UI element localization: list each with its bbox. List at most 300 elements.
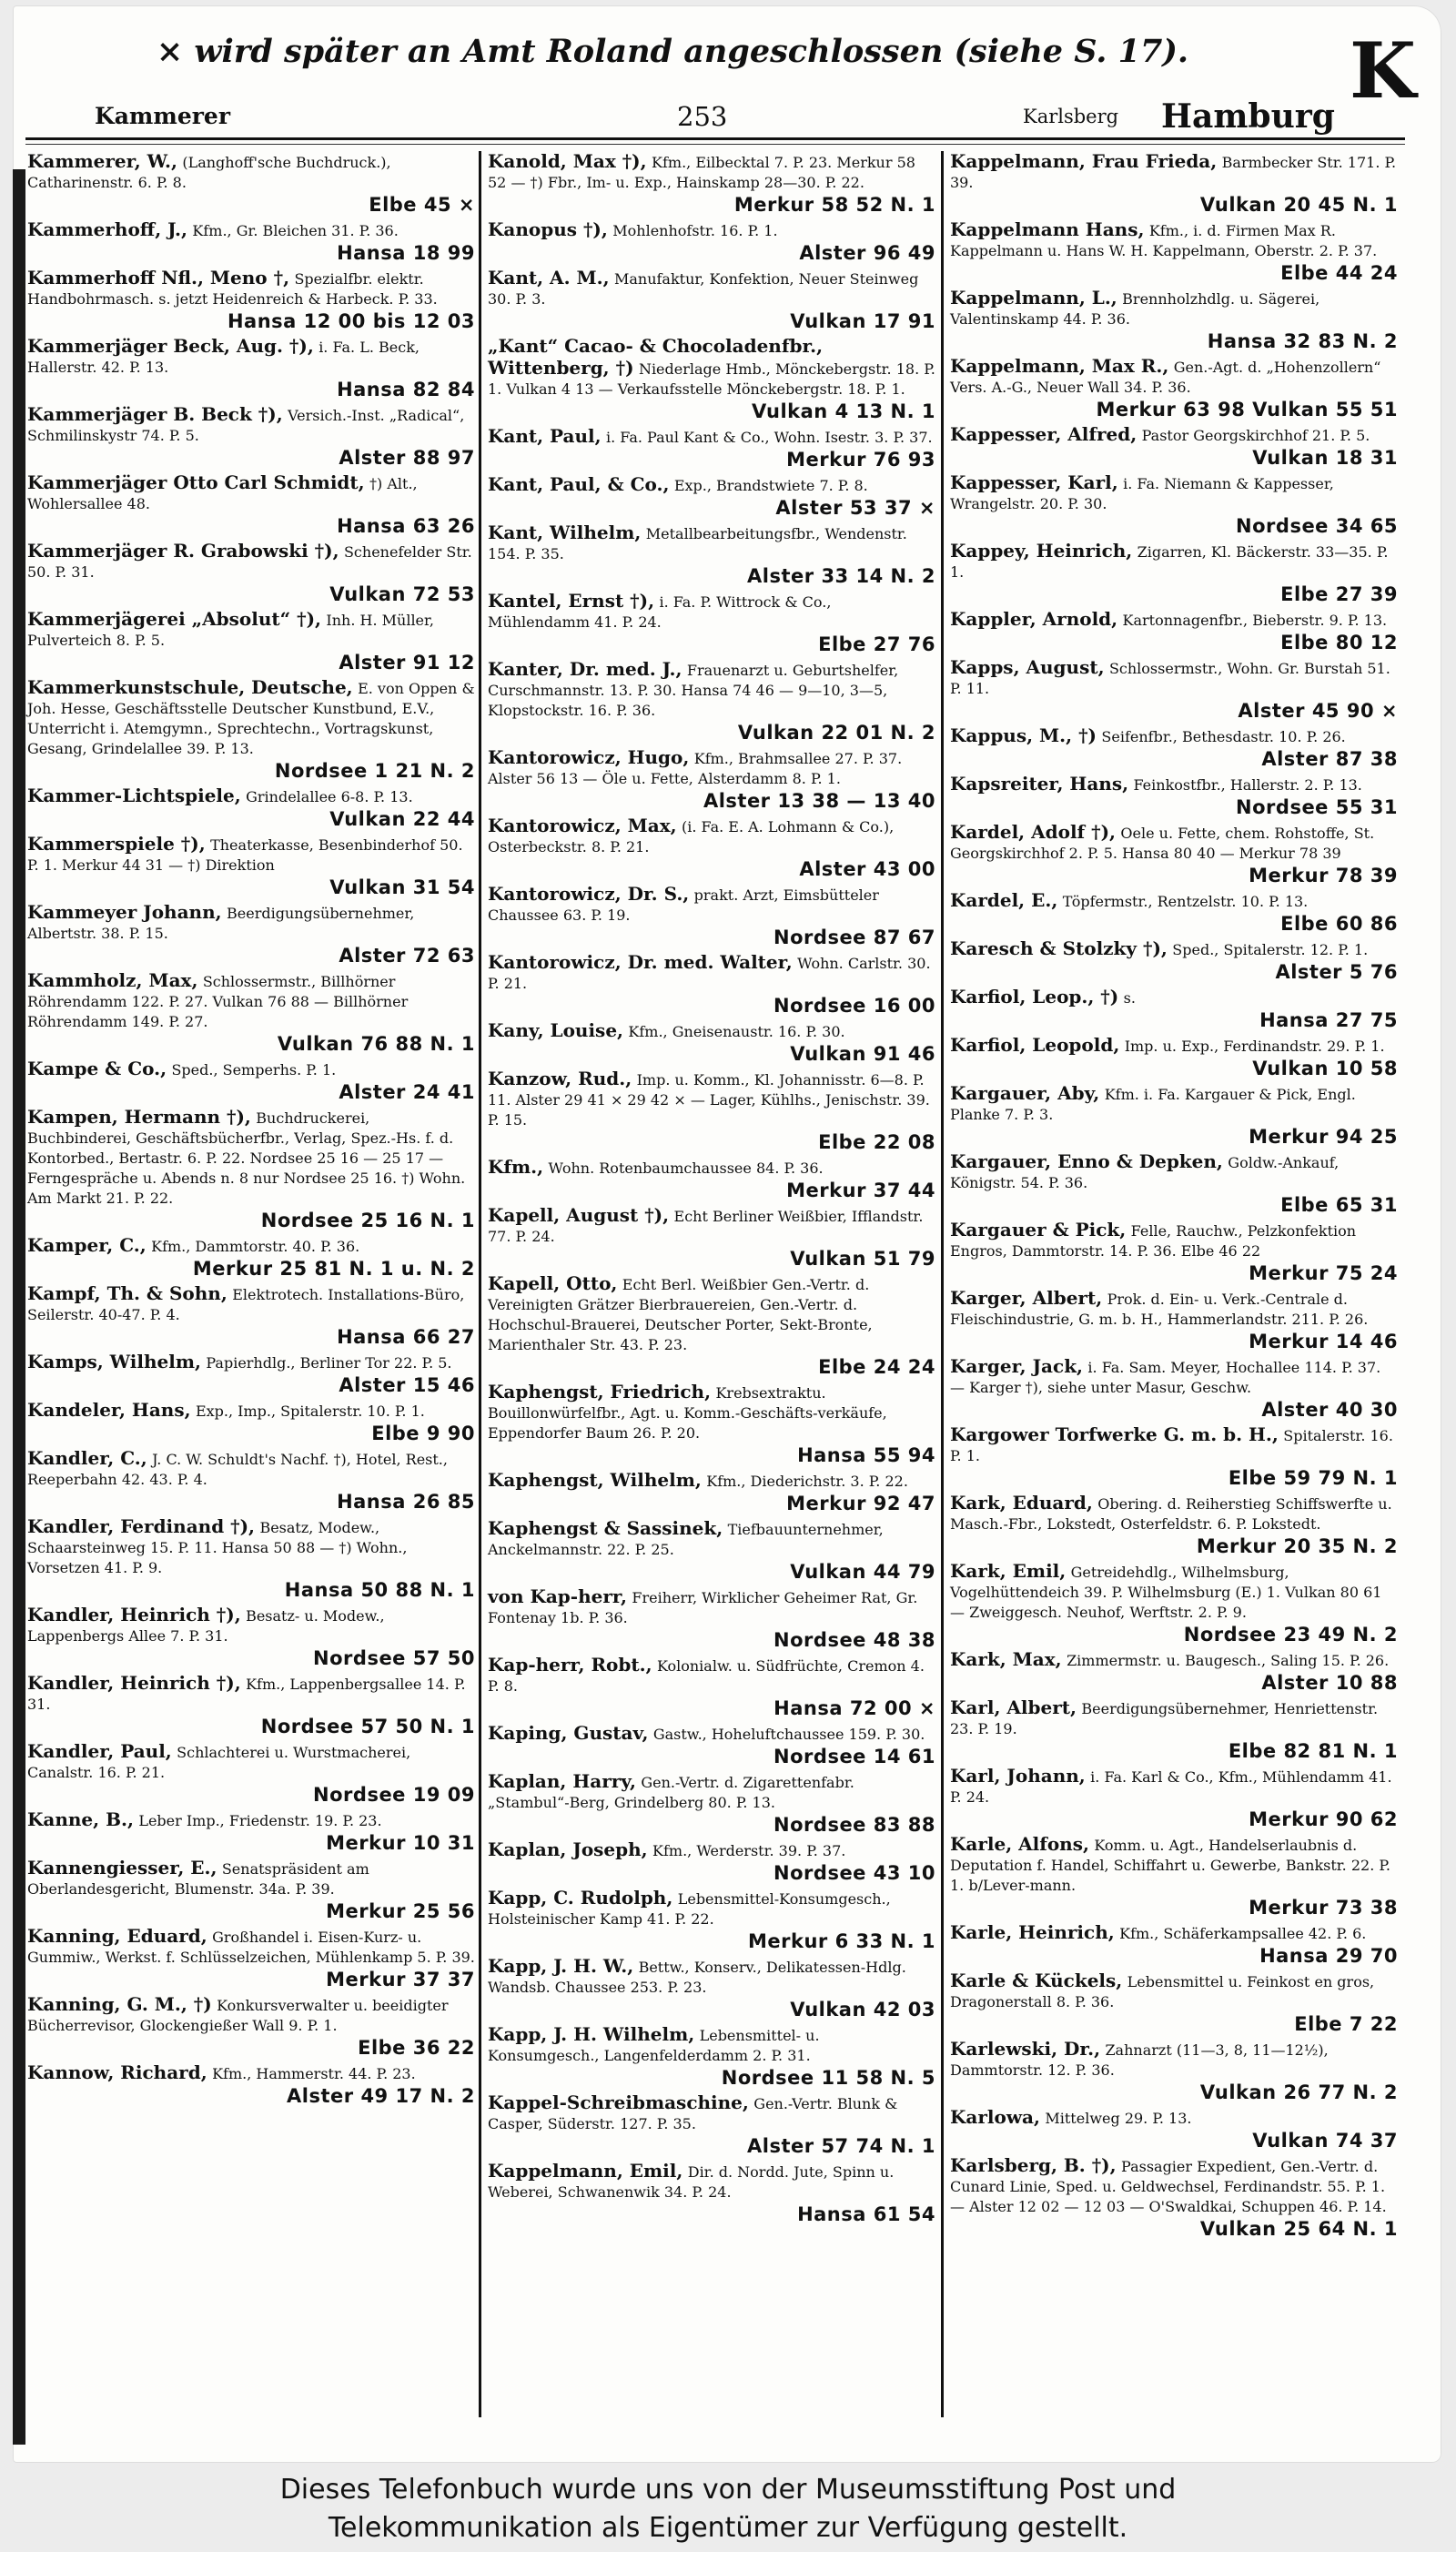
entry-phone: Elbe 65 31 [1280,1194,1398,1216]
entry-name: Kammerhoff, J., [27,218,187,240]
entry-details: i. Fa. L. Beck, Hallerstr. 42. P. 13. [27,339,420,376]
entry-phone: Vulkan 72 53 [329,583,475,605]
entry-phone: Vulkan 74 37 [1252,2130,1398,2152]
entry-details: †) Alt., Wohlersallee 48. [27,475,418,512]
entry-details: Konkursverwalter u. beeidigter Bücherrevisor, Glockengießer Wall 9. P. 1. [27,1997,449,2034]
directory-entry [27,404,475,470]
entry-phone: Elbe 59 79 N. 1 [1228,1467,1398,1489]
column-separator [941,151,944,2417]
entry-details: Mohlenhofstr. 16. P. 1. [612,222,778,239]
entry-details: Wohn. Rotenbaumchaussee 84. P. 36. [548,1160,824,1177]
entry-details: Wohn. Carlstr. 30. P. 21. [488,955,931,992]
entry-details: Kfm., i. d. Firmen Max R. Kappelmann u. Hans W. H. Kappelmann, Oberstr. 2. P. 37. [950,222,1378,259]
entry-details: Metallbearbeitungsfbr., Wendenstr. 154. P. 35. [488,525,907,562]
entry-details: Exp., Brandstwiete 7. P. 8. [673,477,868,494]
directory-entry [950,774,1398,819]
entry-details: Gen.-Agt. d. „Hohenzollern“ Vers. A.-G., Neuer Wall 34. P. 36. [950,359,1381,396]
header-first-entry: Kammerer [95,103,230,129]
directory-entry [950,1151,1398,1217]
directory-entry [950,890,1398,936]
entry-phone: Nordsee 55 31 [1236,796,1398,818]
entry-name: Kammerjäger Beck, Aug. †), [27,335,314,357]
entry-details: Lebensmittel u. Feinkost en gros, Dragonerstall 8. P. 36. [950,1973,1375,2010]
page-notice: × wird später an Amt Roland angeschlossen (siehe S. 17). [156,33,1189,70]
entry-name: Kamps, Wilhelm, [27,1351,201,1372]
entry-name: Kark, Max, [950,1648,1062,1670]
entry-phone: Elbe 24 24 [818,1356,935,1378]
entry-details: Passagier Expedient, Gen.-Vertr. d. Cunard Linie, Sped. u. Geldwechsel, Ferdinandstr. 55. P. 1. — Alster 12 02 — 12 03 — O'Swaldkai, Schuppen 46. P. 14. [950,2158,1387,2215]
entry-name: Kandeler, Hans, [27,1399,191,1421]
directory-entry [950,987,1398,1032]
entry-phone: Hansa 27 75 [1259,1009,1398,1031]
entry-details: Schlossermstr., Billhörner Röhrendamm 122. P. 27. Vulkan 76 88 — Billhörner Röhrendamm 149. P. 27. [27,973,409,1030]
entry-name: Kargauer & Pick, [950,1219,1127,1241]
entry-phone: Merkur 90 62 [1249,1808,1398,1830]
entry-phone: Elbe 27 76 [818,633,935,655]
entry-name: Kamper, C., [27,1234,147,1256]
entry-name: Karle, Heinrich, [950,1921,1115,1943]
directory-entry [488,2024,935,2090]
footer-credit [0,2471,1456,2547]
entry-phone: Hansa 63 26 [337,515,475,537]
entry-phone: Hansa 50 88 N. 1 [284,1579,475,1601]
entry-details: Gen.-Vertr. Blunk & Casper, Süderstr. 127. P. 35. [488,2095,898,2132]
directory-entry [488,151,935,217]
entry-phone: Vulkan 10 58 [1252,1058,1398,1079]
directory-entry [488,474,935,520]
entry-phone: Nordsee 57 50 [313,1647,475,1669]
entry-phone: Hansa 12 00 bis 12 03 [227,310,475,332]
entry-phone: Vulkan 76 88 N. 1 [277,1033,475,1055]
entry-phone: Merkur 37 37 [326,1969,475,1990]
entry-details: Kfm., Hammerstr. 44. P. 23. [212,2065,416,2082]
entry-details: Kfm., Dammtorstr. 40. P. 36. [151,1238,360,1255]
directory-entry [27,609,475,674]
header-rule-thin [25,144,1405,145]
entry-phone: Vulkan 31 54 [329,876,475,898]
directory-entry [950,938,1398,984]
entry-details: Schenefelder Str. 50. P. 31. [27,543,472,581]
entry-phone: Alster 43 00 [799,858,935,880]
directory-entry [950,1697,1398,1763]
entry-phone: Vulkan 26 77 N. 2 [1199,2081,1398,2103]
directory-entry [950,657,1398,723]
directory-entry [27,219,475,265]
entry-details: Kfm., Gr. Bleichen 31. P. 36. [192,222,399,239]
entry-name: Kapell, August †), [488,1204,670,1226]
entry-name: Kandler, Ferdinand †), [27,1515,256,1537]
entry-details: Versich.-Inst. „Radical“, Schmilinskystr 74. P. 5. [27,407,465,444]
entry-name: Karle & Kückels, [950,1970,1123,1991]
entry-phone: Nordsee 48 38 [774,1629,935,1651]
entry-details: Barmbecker Str. 171. P. 39. [950,154,1397,191]
entry-phone: Nordsee 19 09 [313,1784,475,1806]
directory-entry [27,1994,475,2060]
entry-phone: Merkur 76 93 [786,449,935,471]
directory-entry [488,1157,935,1202]
entry-details: Besatz, Modew., Schaarsteinweg 15. P. 11. Hansa 50 88 — †) Wohn., Vorsetzen 41. P. 9. [27,1519,408,1576]
entry-phone: Alster 96 49 [799,242,935,264]
entry-phone: Nordsee 16 00 [774,995,935,1017]
entry-name: Kappus, M., †) [950,724,1097,746]
directory-entry [950,541,1398,606]
directory-entry [488,1518,935,1584]
entry-name: Kapp, C. Rudolph, [488,1887,673,1909]
entry-phone: Alster 40 30 [1261,1399,1398,1421]
entry-details: Großhandel i. Eisen-Kurz- u. Gummiw., Werkst. f. Schlüsselzeichen, Mühlenkamp 5. P. 39. [27,1929,475,1966]
entry-phone: Alster 10 88 [1261,1672,1398,1694]
entry-name: Kammerjäger B. Beck †), [27,403,283,425]
entry-name: Kany, Louise, [488,1019,624,1041]
entry-details: Elektrotech. Installations-Büro, Seilerstr. 40-47. P. 4. [27,1286,465,1323]
entry-phone: Elbe 45 × [369,194,475,216]
column-separator [479,151,481,2417]
entry-details: Feinkostfbr., Hallerstr. 2. P. 13. [1133,776,1362,794]
entry-details: Oele u. Fette, chem. Rohstoffe, St. Georgskirchhof 2. P. 5. Hansa 80 40 — Merkur 78 39 [950,825,1375,862]
directory-entry [27,541,475,606]
entry-details: Gastw., Hoheluftchaussee 159. P. 30. [652,1726,925,1743]
entry-phone: Alster 33 14 N. 2 [747,565,935,587]
directory-entry [488,591,935,656]
entry-details: Senatspräsident am Oberlandesgericht, Blumenstr. 34a. P. 39. [27,1860,369,1898]
entry-phone: Alster 49 17 N. 2 [287,2085,475,2107]
entry-name: Kant, Paul, & Co., [488,473,670,495]
entry-name: Kapp, J. H. Wilhelm, [488,2023,695,2045]
entry-phone: Elbe 22 08 [818,1131,935,1153]
entry-phone: Elbe 7 22 [1294,2013,1398,2035]
entry-name: Kappelmann, Max R., [950,355,1169,377]
entry-name: Kandler, Paul, [27,1740,172,1762]
page-number: 253 [677,101,728,132]
entry-phone: Merkur 10 31 [326,1832,475,1854]
directory-entry [950,1561,1398,1646]
directory-entry [950,1766,1398,1831]
entry-details: Brennholzhdlg. u. Sägerei, Valentinskamp 44. P. 36. [950,290,1320,328]
entry-name: Kammerjäger Otto Carl Schmidt, [27,471,365,493]
entry-details: Theaterkasse, Besenbinderhof 50. P. 1. Merkur 44 31 — †) Direktion [27,836,463,874]
directory-entry [27,336,475,401]
entry-phone: Merkur 6 33 N. 1 [747,1930,935,1952]
entry-phone: Vulkan 25 64 N. 1 [1199,2218,1398,2240]
entry-phone: Alster 88 97 [339,447,475,469]
entry-details: Kfm., Schäferkampsallee 42. P. 6. [1119,1925,1367,1942]
entry-name: Karl, Johann, [950,1765,1086,1787]
entry-details: Kfm., Lappenbergsallee 14. P. 31. [27,1676,466,1713]
entry-name: Kaphengst, Friedrich, [488,1381,712,1403]
entry-phone: Alster 87 38 [1261,748,1398,770]
entry-name: Karlsberg, B. †), [950,2154,1117,2176]
header-city: Hamburg [1161,97,1335,136]
entry-phone: Merkur 37 44 [786,1180,935,1201]
directory-entry [488,1655,935,1720]
entry-details: Komm. u. Agt., Handelserlaubnis d. Deputation f. Handel, Schiffahrt u. Gewerbe, Bankstr. 22. P. 1. b/Lever-mann. [950,1837,1390,1894]
entry-details: Zimmermstr. u. Baugesch., Saling 15. P. 26. [1067,1652,1390,1669]
entry-name: Kampf, Th. & Sohn, [27,1282,228,1304]
entry-phone: Nordsee 34 65 [1236,515,1398,537]
entry-details: Kolonialw. u. Südfrüchte, Cremon 4. P. 8. [488,1657,925,1695]
entry-details: Zigarren, Kl. Bäckerstr. 33—35. P. 1. [950,543,1389,581]
entry-name: Kanzow, Rud., [488,1068,632,1089]
entry-details: Imp. u. Komm., Kl. Johannisstr. 6—8. P. 11. Alster 29 41 × 29 42 × — Lager, Kühlhs., Jenischstr. 39. P. 15. [488,1071,930,1129]
entry-name: Kampen, Hermann †), [27,1106,251,1128]
entry-phone: Elbe 80 12 [1280,632,1398,653]
entry-details: Leber Imp., Friedenstr. 19. P. 23. [138,1812,382,1829]
entry-details: Bettw., Konserv., Delikatessen-Hdlg. Wandsb. Chaussee 253. P. 23. [488,1959,906,1996]
entry-details: Seifenfbr., Bethesdastr. 10. P. 26. [1101,728,1346,745]
entry-phone: Hansa 55 94 [797,1444,935,1466]
entry-details: (Langhoff'sche Buchdruck.), Catharinenstr. 6. P. 8. [27,154,391,191]
entry-phone: Merkur 92 47 [786,1493,935,1514]
entry-phone: Nordsee 57 50 N. 1 [260,1716,475,1737]
entry-details: Mittelweg 29. P. 13. [1045,2110,1192,2127]
entry-name: Kappelmann, Emil, [488,2160,683,2182]
entry-name: Kappelmann Hans, [950,218,1145,240]
directory-entry [950,424,1398,470]
directory-entry [950,2155,1398,2241]
entry-name: Kantorowicz, Dr. S., [488,883,690,905]
entry-name: Kappler, Arnold, [950,608,1118,630]
entry-details: Felle, Rauchw., Pelzkonfektion Engros, Dammtorstr. 14. P. 36. Elbe 46 22 [950,1222,1357,1260]
directory-entry [950,1424,1398,1490]
entry-name: Kandler, Heinrich †), [27,1604,241,1625]
directory-entry [488,1771,935,1837]
directory-entry [27,1673,475,1738]
entry-name: Kardel, E., [950,889,1058,911]
entry-name: Kandler, Heinrich †), [27,1672,241,1694]
entry-details: Manufaktur, Konfektion, Neuer Steinweg 30. P. 3. [488,270,919,308]
entry-name: Kammer-Lichtspiele, [27,785,241,806]
entry-name: Kaping, Gustav, [488,1722,649,1744]
entry-name: Kargauer, Aby, [950,1082,1100,1104]
entry-details: Lebensmittel-Konsumgesch., Holsteinischer Kamp 41. P. 22. [488,1890,891,1928]
entry-details: i. Fa. Paul Kant & Co., Wohn. Isestr. 3. P. 37. [606,429,933,446]
directory-entry [27,1400,475,1445]
entry-phone: Vulkan 51 79 [790,1248,935,1270]
directory-entry [488,522,935,588]
column-1 [27,151,475,2417]
entry-phone: Elbe 9 90 [371,1423,475,1444]
entry-details: Buchdruckerei, Buchbinderei, Geschäftsbücherfbr., Verlag, Spez.-Hs. f. d. Kontorbed., Bertastr. 6. P. 22. Nordsee 25 16 — 25 17 — Ferngespräche u. Abends n. 8 nur Nordsee 25 16. †) Wohn. Am Markt 21. P. 22. [27,1109,466,1207]
entry-name: „Kant“ Cacao- & Chocoladenfbr., Wittenberg, †) [488,335,824,379]
entry-phone: Hansa 72 00 × [774,1697,935,1719]
entry-name: Kanning, G. M., †) [27,1993,212,2015]
directory-entry [950,725,1398,771]
entry-name: Kfm., [488,1156,544,1178]
directory-entry [27,1926,475,1991]
entry-phone: Vulkan 4 13 N. 1 [752,400,935,422]
entry-details: Sped., Semperhs. P. 1. [171,1061,337,1079]
entry-name: Kark, Eduard, [950,1492,1093,1514]
entry-name: Kardel, Adolf †), [950,821,1117,843]
directory-entry [488,1382,935,1467]
entry-details: Beerdigungsübernehmer, Albertstr. 38. P. 15. [27,905,415,942]
entry-phone: Hansa 61 54 [797,2203,935,2225]
directory-entry [27,1858,475,1923]
entry-phone: Vulkan 20 45 N. 1 [1199,194,1398,216]
directory-entry [950,1493,1398,1558]
entry-name: Kampe & Co., [27,1058,167,1079]
entry-phone: Elbe 44 24 [1280,262,1398,284]
entry-name: Karfiol, Leop., †) [950,986,1119,1008]
entry-details: Sped., Spitalerstr. 12. P. 1. [1172,941,1369,958]
entry-phone: Merkur 20 35 N. 2 [1196,1535,1398,1557]
entry-phone: Vulkan 17 91 [790,310,935,332]
directory-page [13,5,1441,2463]
entry-details: Grindelallee 6-8. P. 13. [246,788,413,805]
entry-details: Niederlage Hmb., Mönckebergstr. 18. P. 1. Vulkan 4 13 — Verkaufsstelle Mönckebergstr. 18. P. 1. [488,360,935,398]
entry-name: Karl, Albert, [950,1696,1077,1718]
directory-entry [950,219,1398,285]
entry-phone: Hansa 32 83 N. 2 [1207,330,1398,352]
directory-entry [950,1922,1398,1968]
directory-entry [488,1586,935,1652]
directory-entry [27,1605,475,1670]
entry-name: von Kap-herr, [488,1585,627,1607]
entry-name: Kappel-Schreibmaschine, [488,2091,749,2113]
entry-phone: Hansa 29 70 [1259,1945,1398,1967]
entry-phone: Alster 91 12 [339,652,475,673]
entry-phone: Vulkan 22 01 N. 2 [737,722,935,744]
directory-entry [488,2161,935,2226]
entry-name: Kanopus †), [488,218,608,240]
entry-details: Schlachterei u. Wurstmacherei, Canalstr. 16. P. 21. [27,1744,411,1781]
entry-details: i. Fa. Karl & Co., Kfm., Mühlendamm 41. P. 24. [950,1768,1392,1806]
entry-details: Exp., Imp., Spitalerstr. 10. P. 1. [195,1403,425,1420]
directory-entry [488,2092,935,2158]
entry-phone: Alster 57 74 N. 1 [747,2135,935,2157]
directory-entry [950,1356,1398,1422]
entry-phone: Elbe 27 39 [1280,583,1398,605]
directory-entry [950,822,1398,887]
entry-phone: Elbe 36 22 [358,2037,475,2059]
entry-details: Echt Berl. Weißbier Gen.-Vertr. d. Vereinigten Grätzer Bierbrauereien, Gen.-Vertr. d. Hochschul-Brauerei, Deutscher Porter, Sekt-Bronte, Marienthaler Str. 43. P. 23. [488,1276,873,1353]
entry-details: i. Fa. Niemann & Kappesser, Wrangelstr. 20. P. 30. [950,475,1334,512]
entry-name: Kammerhoff Nfl., Meno †, [27,267,290,289]
entry-details: Lebensmittel- u. Konsumgesch., Langenfelderdamm 2. P. 31. [488,2027,820,2064]
entry-phone: Alster 45 90 × [1238,700,1398,722]
entry-phone: Nordsee 25 16 N. 1 [260,1210,475,1231]
entry-phone: Nordsee 83 88 [774,1814,935,1836]
entry-details: Kartonnagenfbr., Bieberstr. 9. P. 13. [1122,612,1388,629]
entry-name: Karle, Alfons, [950,1833,1089,1855]
footer-line-2: Telekommunikation als Eigentümer zur Verfügung gestellt. [328,2512,1128,2544]
entry-name: Kanning, Eduard, [27,1925,207,1947]
directory-entry [488,268,935,333]
entry-details: Tiefbauunternehmer, Anckelmannstr. 22. P. 25. [488,1521,884,1558]
directory-entry [950,1035,1398,1080]
entry-phone: Alster 72 63 [339,945,475,967]
entry-name: Karlewski, Dr., [950,2038,1101,2060]
entry-name: Kant, Wilhelm, [488,522,642,543]
entry-details: Zahnarzt (11—3, 8, 11—12½), Dammtorstr. 12. P. 36. [950,2041,1329,2079]
directory-entry [488,659,935,744]
directory-entry [488,952,935,1018]
directory-entry [950,472,1398,538]
entry-phone: Nordsee 14 61 [774,1746,935,1767]
directory-entry [27,1283,475,1349]
footer-line-1: Dieses Telefonbuch wurde uns von der Museumsstiftung Post und [279,2474,1177,2506]
entry-name: Kaphengst, Wilhelm, [488,1469,702,1491]
entry-phone: Merkur 58 52 N. 1 [733,194,935,216]
directory-entry [488,1470,935,1515]
entry-name: Kannow, Richard, [27,2061,207,2083]
entry-name: Kappelmann, Frau Frieda, [950,150,1218,172]
entry-phone: Vulkan 18 31 [1252,447,1398,469]
entry-name: Kapps, August, [950,656,1105,678]
entry-phone: Nordsee 87 67 [774,927,935,948]
entry-name: Karfiol, Leopold, [950,1034,1120,1056]
directory-entry [488,219,935,265]
entry-name: Kanne, B., [27,1808,134,1830]
entry-name: Kappelmann, L., [950,287,1117,309]
entry-details: J. C. W. Schuldt's Nachf. †), Hotel, Rest., Reeperbahn 42. 43. P. 4. [27,1451,448,1488]
directory-entry [950,151,1398,217]
entry-name: Kappey, Heinrich, [950,540,1133,562]
entry-name: Kammerjägerei „Absolut“ †), [27,608,321,630]
entry-details: Kfm., Brahmsallee 27. P. 37. Alster 56 13 — Öle u. Fette, Alsterdamm 8. P. 1. [488,750,903,787]
entry-phone: Vulkan 22 44 [329,808,475,830]
directory-entry [950,356,1398,421]
entry-name: Kark, Emil, [950,1560,1067,1582]
directory-entry [950,1970,1398,2036]
entry-details: Besatz- u. Modew., Lappenbergs Allee 7. P. 31. [27,1607,385,1645]
entry-details: Kfm., Werderstr. 39. P. 37. [652,1842,846,1859]
entry-name: Kargower Torfwerke G. m. b. H., [950,1423,1279,1445]
entry-phone: Alster 24 41 [339,1081,475,1103]
directory-entry [488,1205,935,1271]
entry-name: Kanold, Max †), [488,150,647,172]
directory-entry [488,747,935,813]
entry-details: Freiherr, Wirklicher Geheimer Rat, Gr. Fontenay 1b. P. 36. [488,1589,918,1626]
entry-phone: Elbe 60 86 [1280,913,1398,935]
entry-name: Kammerspiele †), [27,833,206,855]
entry-details: E. von Oppen & Joh. Hesse, Geschäftsstelle Deutscher Kunstbund, E.V., Unterricht i. Atemgymn., Sprechtechn., Vortragskunst, Gesang, Grindelallee 39. P. 13. [27,680,475,757]
directory-entry [27,268,475,333]
column-2 [488,151,935,2417]
directory-entry [27,970,475,1056]
entry-phone: Elbe 82 81 N. 1 [1228,1740,1398,1762]
entry-details: Frauenarzt u. Geburtshelfer, Curschmannstr. 13. P. 30. Hansa 74 46 — 9—10, 3—5, Klopstockstr. 16. P. 36. [488,662,899,719]
entry-details: Kfm., Diederichstr. 3. P. 22. [706,1473,908,1490]
directory-entry [488,815,935,881]
entry-phone: Hansa 26 85 [337,1491,475,1513]
directory-entry [27,1058,475,1104]
entry-details: Inh. H. Müller, Pulverteich 8. P. 5. [27,612,434,649]
entry-phone: Merkur 73 38 [1249,1897,1398,1919]
entry-phone: Merkur 63 98 Vulkan 55 51 [1096,399,1398,420]
directory-entry [27,1516,475,1602]
directory-entry [488,1020,935,1066]
header-last-entry: Karlsberg [1023,106,1119,127]
directory-entry [950,1220,1398,1285]
entry-name: Karger, Albert, [950,1287,1103,1309]
directory-entry [27,677,475,783]
entry-details: prakt. Arzt, Eimsbütteler Chaussee 63. P. 19. [488,886,879,924]
entry-details: Beerdigungsübernehmer, Henriettenstr. 23. P. 19. [950,1700,1379,1737]
directory-entry [27,1235,475,1281]
entry-phone: Merkur 25 56 [326,1900,475,1922]
entry-details: Kfm., Eilbecktal 7. P. 23. Merkur 58 52 — †) Fbr., Im- u. Exp., Hainskamp 28—30. P. 22. [488,154,915,191]
directory-entry [27,834,475,899]
directory-entry [950,288,1398,353]
entry-name: Kant, Paul, [488,425,602,447]
directory-entry [27,1448,475,1514]
entry-name: Kammerkunstschule, Deutsche, [27,676,353,698]
entry-name: Kapp, J. H. W., [488,1955,634,1977]
entry-details: Pastor Georgskirchhof 21. P. 5. [1141,427,1370,444]
entry-phone: Vulkan 44 79 [790,1561,935,1583]
entry-phone: Merkur 94 25 [1249,1126,1398,1148]
